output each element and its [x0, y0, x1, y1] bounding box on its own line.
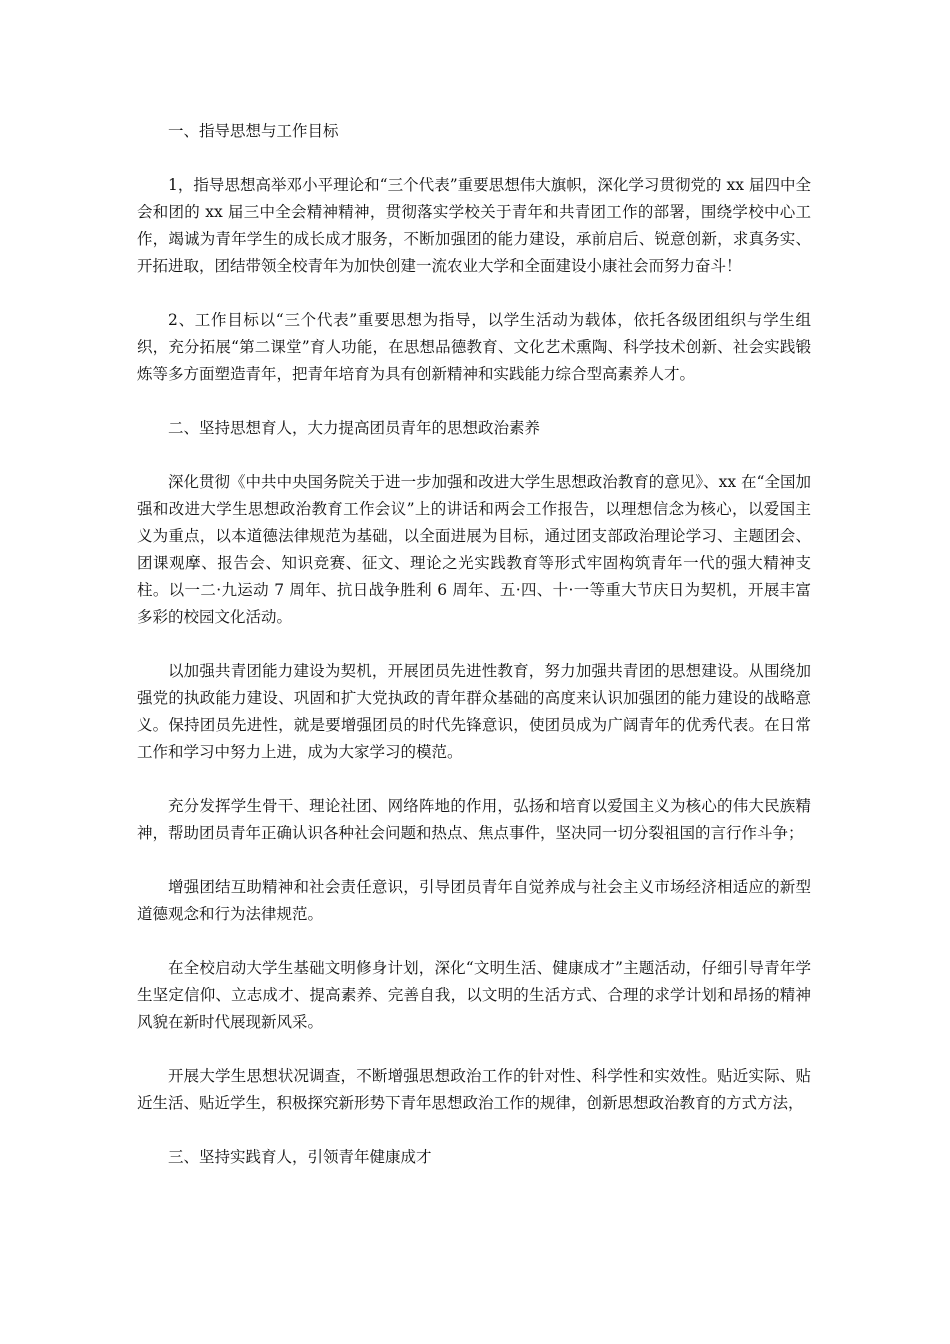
paragraph-ideology-survey: 开展大学生思想状况调查，不断增强思想政治工作的针对性、科学性和实效性。贴近实际、贴近生活、贴近学生，积极探究新形势下青年思想政治工作的规律，创新思想政治教育的方式方法，: [137, 1067, 811, 1112]
paragraph-guiding-ideology: 1，指导思想高举邓小平理论和“三个代表”重要思想伟大旗帜，深化学习贯彻党的 xx 届四中全会和团的 xx 届三中全会精神精神，贯彻落实学校关于青年和共青团工作的部署，围绕学校中心工作，竭诚为青年学生的成长成才服务，不断加强团的能力建设，承前启后、锐意创新，求真务实、开拓进取，团结带领全校青年为加快创建一流农业大学和全面建设小康社会而努力奋斗！: [137, 176, 811, 275]
section-heading-2: 二、坚持思想育人，大力提高团员青年的思想政治素养: [168, 419, 541, 437]
paragraph-work-goals: 2、工作目标以“三个代表”重要思想为指导，以学生活动为载体，依托各级团组织与学生组织，充分拓展“第二课堂”育人功能，在思想品德教育、文化艺术熏陶、科学技术创新、社会实践锻炼等多方面塑造青年，把青年培育为具有创新精神和实践能力综合型高素养人才。: [137, 311, 811, 383]
paragraph-student-backbone: 充分发挥学生骨干、理论社团、网络阵地的作用，弘扬和培育以爱国主义为核心的伟大民族精神，帮助团员青年正确认识各种社会问题和热点、焦点事件，坚决同一切分裂祖国的言行作斗争；: [137, 797, 811, 842]
paragraph-unity-responsibility: 增强团结互助精神和社会责任意识，引导团员青年自觉养成与社会主义市场经济相适应的新型道德观念和行为法律规范。: [137, 878, 811, 923]
section-heading-3: 三、坚持实践育人，引领青年健康成才: [168, 1148, 432, 1166]
paragraph-deepen-implementation: 深化贯彻《中共中央国务院关于进一步加强和改进大学生思想政治教育的意见》、xx 在“全国加强和改进大学生思想政治教育工作会议”上的讲话和两会工作报告，以理想信念为核心，以爱国主义为重点，以本道德法律规范为基础，以全面进展为目标，通过团支部政治理论学习、主题团会、团课观摩、报告会、知识竞赛、征文、理论之光实践教育等形式牢固构筑青年一代的强大精神支柱。以一二·九运动 7 周年、抗日战争胜利 6 周年、五·四、十·一等重大节庆日为契机，开展丰富多彩的校园文化活动。: [137, 473, 811, 626]
paragraph-civility-plan: 在全校启动大学生基础文明修身计划，深化“文明生活、健康成才”主题活动，仔细引导青年学生坚定信仰、立志成才、提高素养、完善自我，以文明的生活方式、合理的求学计划和昂扬的精神风貌在新时代展现新风采。: [137, 959, 811, 1031]
section-heading-1: 一、指导思想与工作目标: [168, 122, 339, 140]
paragraph-capacity-building: 以加强共青团能力建设为契机，开展团员先进性教育，努力加强共青团的思想建设。从围绕加强党的执政能力建设、巩固和扩大党执政的青年群众基础的高度来认识加强团的能力建设的战略意义。保持团员先进性，就是要增强团员的时代先锋意识，使团员成为广阔青年的优秀代表。在日常工作和学习中努力上进，成为大家学习的模范。: [137, 662, 811, 761]
document-body: [137, 118, 811, 1198]
